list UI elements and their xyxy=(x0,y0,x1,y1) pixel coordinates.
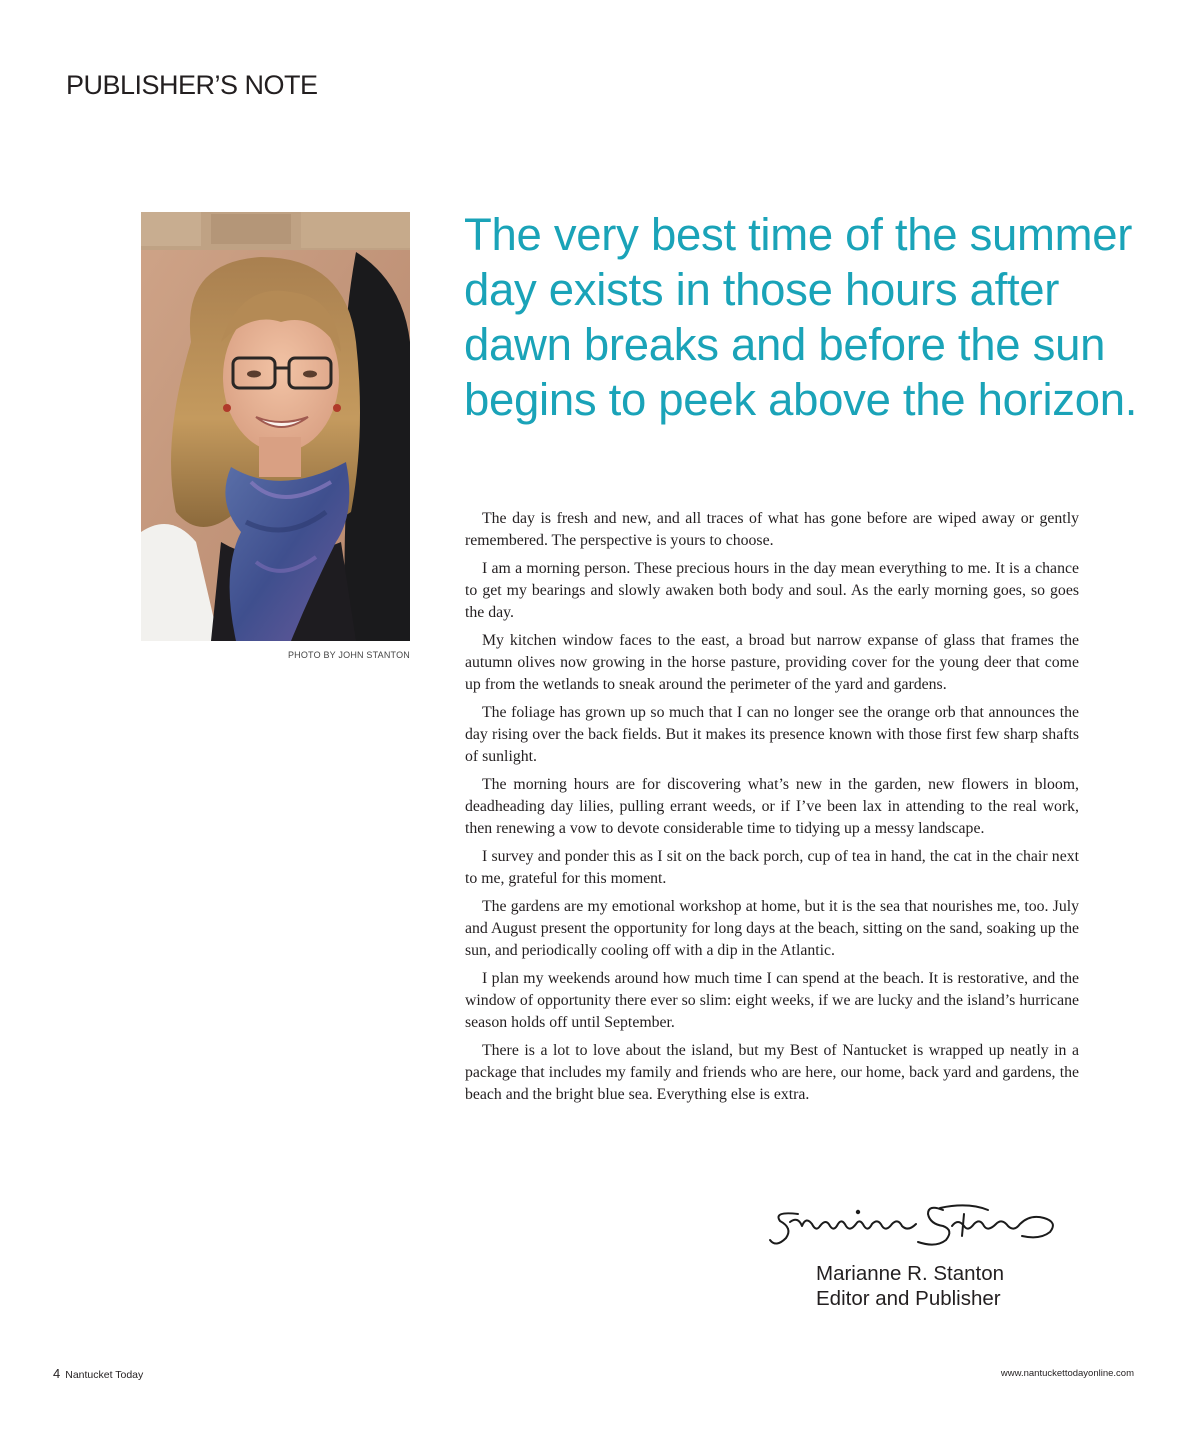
body-paragraph: I am a morning person. These precious hours in the day mean everything to me. It is a chance to get my bearings and slowly awaken both body and soul. As the early morning goes, so goes the day. xyxy=(465,560,1079,621)
body-paragraph: I plan my weekends around how much time I can spend at the beach. It is restorative, and the window of opportunity there ever so slim: eight weeks, if we are lucky and the island’s hurricane season holds off until September. xyxy=(465,970,1079,1031)
publication-name: Nantucket Today xyxy=(65,1369,144,1381)
body-paragraph: My kitchen window faces to the east, a broad but narrow expanse of glass that frames the autumn olives now growing in the horse pasture, providing cover for the young deer that come up from the wetlands to sneak around the perimeter of the yard and gardens. xyxy=(465,632,1079,693)
section-label: PUBLISHER’S NOTE xyxy=(66,70,318,100)
signer-title: Editor and Publisher xyxy=(816,1287,1001,1310)
body-paragraph: The foliage has grown up so much that I can no longer see the orange orb that announces the day rising over the back fields. But it makes its presence known with those first few sharp shafts of sunlight. xyxy=(465,704,1079,765)
publisher-portrait-photo xyxy=(141,212,410,641)
body-paragraph: I survey and ponder this as I sit on the back porch, cup of tea in hand, the cat in the chair next to me, grateful for this moment. xyxy=(465,848,1079,887)
body-paragraph: The gardens are my emotional workshop at home, but it is the sea that nourishes me, too. July and August present the opportunity for long days at the beach, sitting on the sand, soaking up the sun, and periodically cooling off with a dip in the Atlantic. xyxy=(465,898,1079,959)
footer-website-link[interactable]: www.nantuckettodayonline.com xyxy=(1000,1368,1134,1379)
page-number: 4 xyxy=(53,1366,61,1381)
photo-credit: PHOTO BY JOHN STANTON xyxy=(287,650,410,660)
body-paragraph: The day is fresh and new, and all traces of what has gone before are wiped away or gently remembered. The perspective is yours to choose. xyxy=(465,510,1079,549)
signer-name: Marianne R. Stanton xyxy=(816,1262,1005,1285)
body-paragraph: The morning hours are for discovering what’s new in the garden, new flowers in bloom, deadheading day lilies, pulling errant weeds, or if I’ve been lax in attending to the real work, then renewing a vow to devote considerable time to tidying up a messy landscape. xyxy=(465,776,1079,837)
article-body xyxy=(465,508,1079,1112)
handwritten-signature xyxy=(768,1196,1060,1258)
body-paragraph: There is a lot to love about the island, but my Best of Nantucket is wrapped up neatly in a package that includes my family and friends who are here, our home, back yard and gardens, the beach and the bright blue sea. Everything else is extra. xyxy=(465,1042,1079,1103)
headline-pull-quote: The very best time of the summer day exists in those hours after dawn breaks and before the sun begins to peek above the horizon. xyxy=(464,209,1138,425)
footer-folio xyxy=(53,1366,143,1381)
